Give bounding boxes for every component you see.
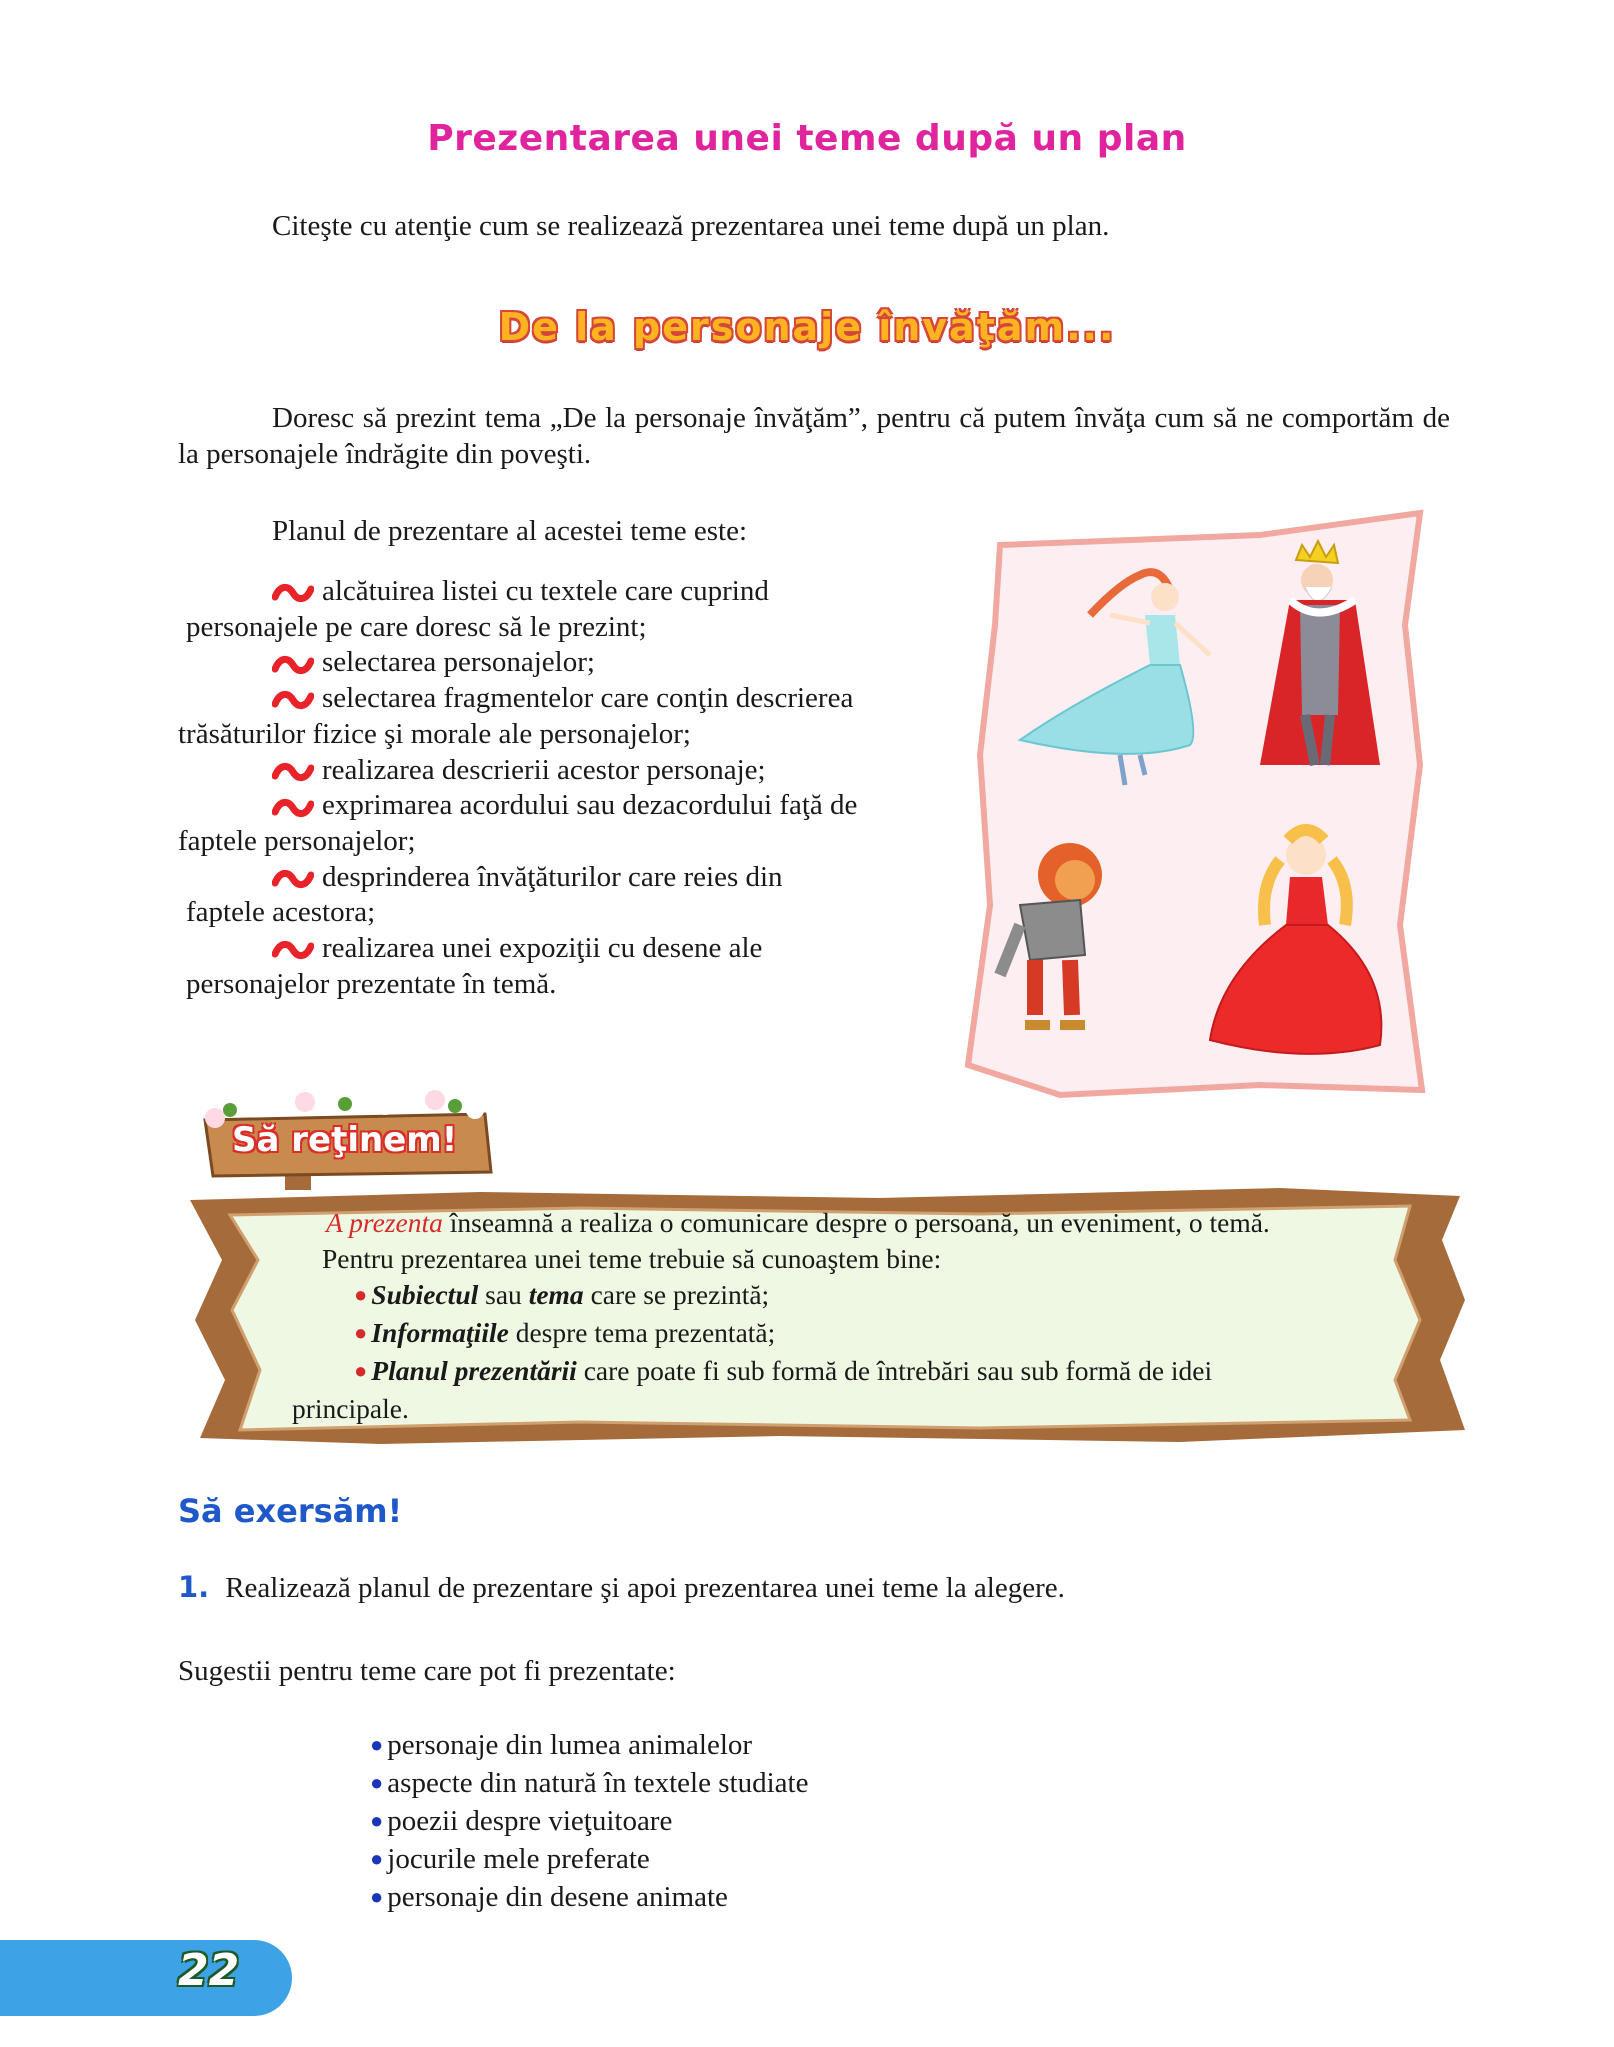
bullet-dot-icon: ● [370, 1808, 384, 1833]
list-item: ● personaje din desene animate [370, 1881, 728, 1913]
plan-intro: Planul de prezentare al acestei teme este: [272, 515, 748, 547]
list-item: desprinderea învăţăturilor care reies din [178, 860, 938, 896]
page-number: 22 [178, 1945, 240, 1996]
list-item-cont: personajele pe care doresc să le prezint; [186, 610, 647, 643]
list-item-cont: trăsăturilor fizice şi morale ale personajelor; [178, 717, 691, 750]
intro-text: Citeşte cu atenţie cum se realizează prezentarea unei teme după un plan. [272, 210, 1110, 242]
list-item: realizarea descrierii acestor personaje; [178, 753, 938, 789]
suggestions-list [370, 1727, 808, 1917]
bullet-dot-icon: ● [354, 1358, 368, 1383]
list-item: realizarea unei expoziţii cu desene ale [178, 931, 938, 967]
characters-illustration [960, 505, 1430, 1100]
list-item: exprimarea acordului sau dezacordului faţă de [178, 788, 938, 824]
exercise-1: 1. Realizează planul de prezentare şi apoi prezentarea unei teme la alegere. [178, 1570, 1065, 1604]
tilde-bullet-icon [272, 938, 314, 962]
tilde-bullet-icon [272, 867, 314, 891]
list-item: selectarea personajelor; [178, 645, 938, 681]
bullet-dot-icon: ● [370, 1884, 384, 1909]
remember-line: Pentru prezentarea unei teme trebuie să cunoaştem bine: [322, 1243, 942, 1274]
bullet-dot-icon: ● [370, 1846, 384, 1871]
tilde-bullet-icon [272, 760, 314, 784]
remember-cont: principale. [292, 1393, 409, 1424]
list-item: alcătuirea listei cu textele care cuprind [178, 574, 938, 610]
theme-paragraph: Doresc să prezint tema „De la personaje învăţăm”, pentru că putem învăţa cum să ne comportăm de la personajele îndrăgite din poveşti. [178, 402, 1450, 470]
list-item: ● jocurile mele preferate [370, 1843, 650, 1875]
page-title: Prezentarea unei teme după un plan [427, 118, 1187, 159]
list-item-cont: personajelor prezentate în temă. [186, 967, 557, 1000]
suggestions-intro: Sugestii pentru teme care pot fi prezentate: [178, 1655, 676, 1687]
list-item-cont: faptele acestora; [186, 896, 376, 929]
list-item: selectarea fragmentelor care conţin descrierea [178, 681, 938, 717]
remember-text [292, 1205, 1442, 1427]
page-number-bar [0, 1940, 292, 2016]
remember-bullet: ● Informaţiile despre tema prezentată; [354, 1317, 776, 1348]
bullet-dot-icon: ● [370, 1732, 384, 1757]
plan-list [178, 574, 938, 1002]
section-subtitle: De la personaje învăţăm... [498, 305, 1116, 349]
list-item: ● personaje din lumea animalelor [370, 1729, 753, 1761]
tilde-bullet-icon [272, 796, 314, 820]
list-item: ● poezii despre vieţuitoare [370, 1805, 673, 1837]
list-item: ● aspecte din natură în textele studiate [370, 1767, 809, 1799]
bullet-dot-icon: ● [370, 1770, 384, 1795]
bullet-dot-icon: ● [354, 1320, 368, 1345]
remember-bullet: ● Planul prezentării care poate fi sub formă de întrebări sau sub formă de idei [354, 1355, 1213, 1386]
definition: A prezenta înseamnă a realiza o comunicare despre o persoană, un eveniment, o temă. [326, 1207, 1270, 1238]
exercise-heading: Să exersăm! [178, 1492, 403, 1530]
tilde-bullet-icon [272, 688, 314, 712]
remember-bullet: ● Subiectul sau tema care se prezintă; [354, 1279, 770, 1310]
remember-heading: Să reţinem! [232, 1120, 458, 1160]
tilde-bullet-icon [272, 581, 314, 605]
list-item-cont: faptele personajelor; [178, 824, 416, 857]
bullet-dot-icon: ● [354, 1282, 368, 1307]
tilde-bullet-icon [272, 653, 314, 677]
